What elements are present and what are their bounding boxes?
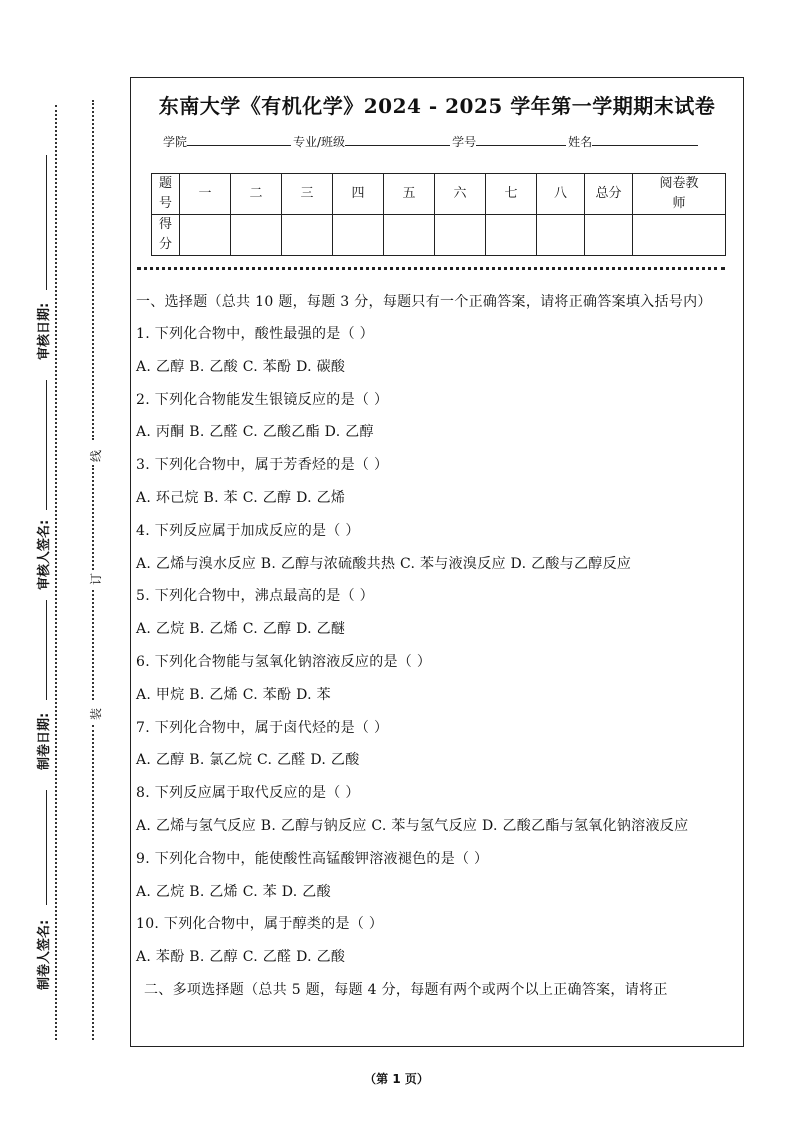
signature-line-compiler xyxy=(46,790,47,905)
compile-date-label: 制卷日期: xyxy=(37,712,52,770)
binding-mark-order: 订 xyxy=(89,572,103,585)
binding-dotted-line-inner xyxy=(92,100,94,440)
question-1-options: A. 乙醇 B. 乙酸 C. 苯酚 D. 碳酸 xyxy=(136,358,346,375)
question-1: 1. 下列化合物中，酸性最强的是（ ） xyxy=(136,326,374,342)
college-label: 学院 xyxy=(163,135,188,149)
score-cell[interactable] xyxy=(282,215,333,256)
score-col-5: 五 xyxy=(384,174,435,215)
student-id-field[interactable] xyxy=(476,133,566,146)
score-col-1: 一 xyxy=(180,174,231,215)
score-cell[interactable] xyxy=(435,215,486,256)
score-cell[interactable] xyxy=(486,215,537,256)
reviewer-signature-label: 审核人签名: xyxy=(37,519,52,590)
exam-content xyxy=(136,291,740,1012)
signature-line-compile-date xyxy=(46,600,47,700)
section-1-heading: 一、选择题（总共 10 题，每题 3 分，每题只有一个正确答案，请将正确答案填入括号内） xyxy=(136,294,712,310)
student-id-label: 学号 xyxy=(452,135,477,149)
question-4-options: A. 乙烯与溴水反应 B. 乙醇与浓硫酸共热 C. 苯与液溴反应 D. 乙酸与乙醇反应 xyxy=(136,555,632,572)
major-class-field[interactable] xyxy=(345,133,450,146)
score-cell[interactable] xyxy=(180,215,231,256)
score-cell[interactable] xyxy=(585,215,633,256)
score-col-grader: 阅卷教师 xyxy=(633,174,726,215)
score-table-header-row xyxy=(152,174,726,215)
score-cell[interactable] xyxy=(633,215,726,256)
score-table-score-row xyxy=(152,215,726,256)
score-col-8: 八 xyxy=(537,174,585,215)
question-6-options: A. 甲烷 B. 乙烯 C. 苯酚 D. 苯 xyxy=(136,686,331,703)
binding-mark-bind: 装 xyxy=(89,707,103,720)
question-7-options: A. 乙醇 B. 氯乙烷 C. 乙醛 D. 乙酸 xyxy=(136,752,360,769)
exam-frame xyxy=(130,77,744,1047)
score-cell[interactable] xyxy=(231,215,282,256)
signature-line-review-date xyxy=(46,155,47,290)
score-cell[interactable] xyxy=(537,215,585,256)
name-field[interactable] xyxy=(592,133,698,146)
question-8-options: A. 乙烯与氢气反应 B. 乙醇与钠反应 C. 苯与氢气反应 D. 乙酸乙酯与氢氧化钠溶液反应 xyxy=(136,817,689,834)
question-6: 6. 下列化合物能与氢氧化钠溶液反应的是（ ） xyxy=(136,653,432,670)
score-cell[interactable] xyxy=(384,215,435,256)
score-col-4: 四 xyxy=(333,174,384,215)
question-3-options: A. 环己烷 B. 苯 C. 乙醇 D. 乙烯 xyxy=(136,489,346,506)
binding-dotted-line-inner xyxy=(92,465,94,570)
question-7: 7. 下列化合物中，属于卤代烃的是（ ） xyxy=(136,719,389,736)
student-info-row xyxy=(163,133,700,150)
college-field[interactable] xyxy=(187,133,291,146)
exam-title: 东南大学《有机化学》2024 - 2025 学年第一学期期末试卷 xyxy=(158,94,716,118)
score-col-3: 三 xyxy=(282,174,333,215)
binding-dotted-line-inner xyxy=(92,725,94,1040)
question-8: 8. 下列反应属于取代反应的是（ ） xyxy=(136,785,360,802)
score-cell[interactable] xyxy=(333,215,384,256)
score-row-label: 得分 xyxy=(152,215,180,256)
question-3: 3. 下列化合物中，属于芳香烃的是（ ） xyxy=(136,457,389,474)
compiler-signature-label: 制卷人签名: xyxy=(37,919,52,990)
question-9: 9. 下列化合物中，能使酸性高锰酸钾溶液褪色的是（ ） xyxy=(136,850,489,867)
section-separator xyxy=(137,267,725,270)
question-4: 4. 下列反应属于加成反应的是（ ） xyxy=(136,522,360,539)
question-9-options: A. 乙烷 B. 乙烯 C. 苯 D. 乙酸 xyxy=(136,883,331,900)
question-10-options: A. 苯酚 B. 乙醇 C. 乙醛 D. 乙酸 xyxy=(136,949,346,966)
score-table xyxy=(151,173,726,256)
name-label: 姓名 xyxy=(568,135,593,149)
score-col-7: 七 xyxy=(486,174,537,215)
review-date-label: 审核日期: xyxy=(37,302,52,360)
binding-mark-line: 线 xyxy=(89,449,103,462)
question-number-label: 题号 xyxy=(152,174,180,215)
section-2-heading: 二、多项选择题（总共 5 题，每题 4 分，每题有两个或两个以上正确答案，请将正 xyxy=(144,981,668,998)
question-2: 2. 下列化合物能发生银镜反应的是（ ） xyxy=(136,391,389,408)
score-col-total: 总分 xyxy=(585,174,633,215)
score-col-6: 六 xyxy=(435,174,486,215)
major-class-label: 专业/班级 xyxy=(293,135,346,149)
binding-dotted-line-inner xyxy=(92,590,94,700)
binding-dotted-line-outer xyxy=(55,105,57,1040)
page-number: （第 1 页） xyxy=(364,1072,429,1086)
question-5: 5. 下列化合物中，沸点最高的是（ ） xyxy=(136,588,374,605)
question-10: 10. 下列化合物中，属于醇类的是（ ） xyxy=(136,916,384,933)
question-5-options: A. 乙烷 B. 乙烯 C. 乙醇 D. 乙醚 xyxy=(136,621,346,638)
score-col-2: 二 xyxy=(231,174,282,215)
question-2-options: A. 丙酮 B. 乙醛 C. 乙酸乙酯 D. 乙醇 xyxy=(136,424,374,441)
signature-line-reviewer xyxy=(46,380,47,510)
